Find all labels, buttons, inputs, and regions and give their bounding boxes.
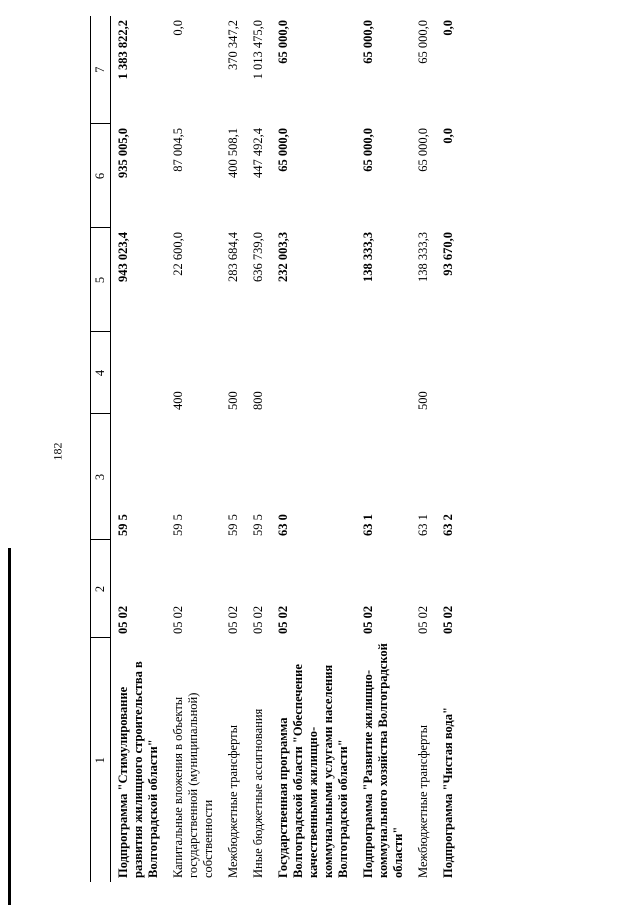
section-code-cell: 05 02 bbox=[116, 605, 130, 634]
column-header: 6 bbox=[91, 124, 111, 228]
amount-col6-cell: 447 492,4 bbox=[251, 128, 265, 178]
row-name-cell: Капитальные вложения в объекты государственной (муниципальной) собственности bbox=[171, 692, 215, 878]
table-row bbox=[166, 16, 221, 882]
row-name-cell: Иные бюджетные ассигнования bbox=[251, 708, 265, 878]
amount-col7-cell: 1 013 475,0 bbox=[251, 20, 265, 80]
target-article-cell: 59 5 bbox=[116, 514, 130, 536]
amount-col6-cell: 935 005,0 bbox=[116, 128, 130, 178]
target-article-cell: 63 0 bbox=[276, 514, 290, 536]
section-code-cell: 05 02 bbox=[276, 605, 290, 634]
table-row bbox=[246, 16, 271, 882]
row-name-cell: Государственная программа Волгоградской области "Обеспечение качественными жилищно-коммунальными услугами населения Волгоградской области" bbox=[276, 664, 350, 878]
section-code-cell: 05 02 bbox=[226, 605, 240, 634]
amount-col7-cell: 65 000,0 bbox=[416, 20, 430, 64]
row-name-cell: Межбюджетные трансферты bbox=[226, 724, 240, 878]
row-name-cell: Межбюджетные трансферты bbox=[416, 724, 430, 878]
expense-type-cell: 400 bbox=[171, 391, 185, 410]
section-code-cell: 05 02 bbox=[416, 605, 430, 634]
binding-mark bbox=[8, 548, 11, 905]
amount-col5-cell: 943 023,4 bbox=[116, 232, 130, 282]
amount-col5-cell: 636 739,0 bbox=[251, 232, 265, 282]
row-name-cell: Подпрограмма "Стимулирование развития жилищного строительства в Волгоградской области" bbox=[116, 661, 160, 878]
table-row bbox=[111, 16, 167, 882]
amount-col6-cell: 65 000,0 bbox=[361, 128, 375, 172]
amount-col6-cell: 0,0 bbox=[441, 128, 455, 144]
rotated-page bbox=[90, 16, 620, 882]
table-row bbox=[271, 16, 356, 882]
expense-type-cell bbox=[436, 332, 461, 414]
amount-col7-cell: 65 000,0 bbox=[276, 20, 290, 64]
amount-col7-cell: 65 000,0 bbox=[361, 20, 375, 64]
target-article-cell: 63 2 bbox=[441, 514, 455, 536]
table-row bbox=[356, 16, 411, 882]
amount-col7-cell: 370 347,2 bbox=[226, 20, 240, 70]
amount-col5-cell: 232 003,3 bbox=[276, 232, 290, 282]
target-article-cell: 63 1 bbox=[416, 514, 430, 536]
column-header: 1 bbox=[91, 638, 111, 882]
column-header: 7 bbox=[91, 16, 111, 124]
amount-col5-cell: 138 333,3 bbox=[416, 232, 430, 282]
section-code-cell: 05 02 bbox=[171, 605, 185, 634]
target-article-cell: 59 5 bbox=[251, 514, 265, 536]
amount-col5-cell: 22 600,0 bbox=[171, 232, 185, 276]
amount-col7-cell: 1 383 822,2 bbox=[116, 20, 130, 80]
amount-col6-cell: 65 000,0 bbox=[276, 128, 290, 172]
amount-col7-cell: 0,0 bbox=[441, 20, 455, 36]
amount-col6-cell: 400 508,1 bbox=[226, 128, 240, 178]
section-code-cell: 05 02 bbox=[361, 605, 375, 634]
amount-col6-cell: 65 000,0 bbox=[416, 128, 430, 172]
expense-type-cell bbox=[111, 332, 167, 414]
amount-col5-cell: 283 684,4 bbox=[226, 232, 240, 282]
row-name-cell: Подпрограмма "Развитие жилищно-коммунального хозяйства Волгоградской области" bbox=[361, 643, 405, 878]
expense-type-cell bbox=[271, 332, 356, 414]
table-row bbox=[436, 16, 461, 882]
column-header: 4 bbox=[91, 332, 111, 414]
amount-col6-cell: 87 004,5 bbox=[171, 128, 185, 172]
column-header: 3 bbox=[91, 414, 111, 540]
expense-type-cell bbox=[356, 332, 411, 414]
expense-type-cell: 500 bbox=[226, 391, 240, 410]
column-header: 5 bbox=[91, 228, 111, 332]
table-row bbox=[221, 16, 246, 882]
expense-type-cell: 500 bbox=[416, 391, 430, 410]
column-header: 2 bbox=[91, 540, 111, 638]
section-code-cell: 05 02 bbox=[441, 605, 455, 634]
amount-col7-cell: 0,0 bbox=[171, 20, 185, 36]
amount-col5-cell: 138 333,3 bbox=[361, 232, 375, 282]
budget-table bbox=[90, 16, 461, 882]
column-number-row bbox=[91, 16, 111, 882]
expense-type-cell: 800 bbox=[251, 391, 265, 410]
row-name-cell: Подпрограмма "Чистая вода" bbox=[441, 707, 455, 878]
section-code-cell: 05 02 bbox=[251, 605, 265, 634]
page-number: 182 bbox=[50, 442, 65, 461]
target-article-cell: 63 1 bbox=[361, 514, 375, 536]
target-article-cell: 59 5 bbox=[171, 514, 185, 536]
table-row bbox=[411, 16, 436, 882]
amount-col5-cell: 93 670,0 bbox=[441, 232, 455, 276]
target-article-cell: 59 5 bbox=[226, 514, 240, 536]
